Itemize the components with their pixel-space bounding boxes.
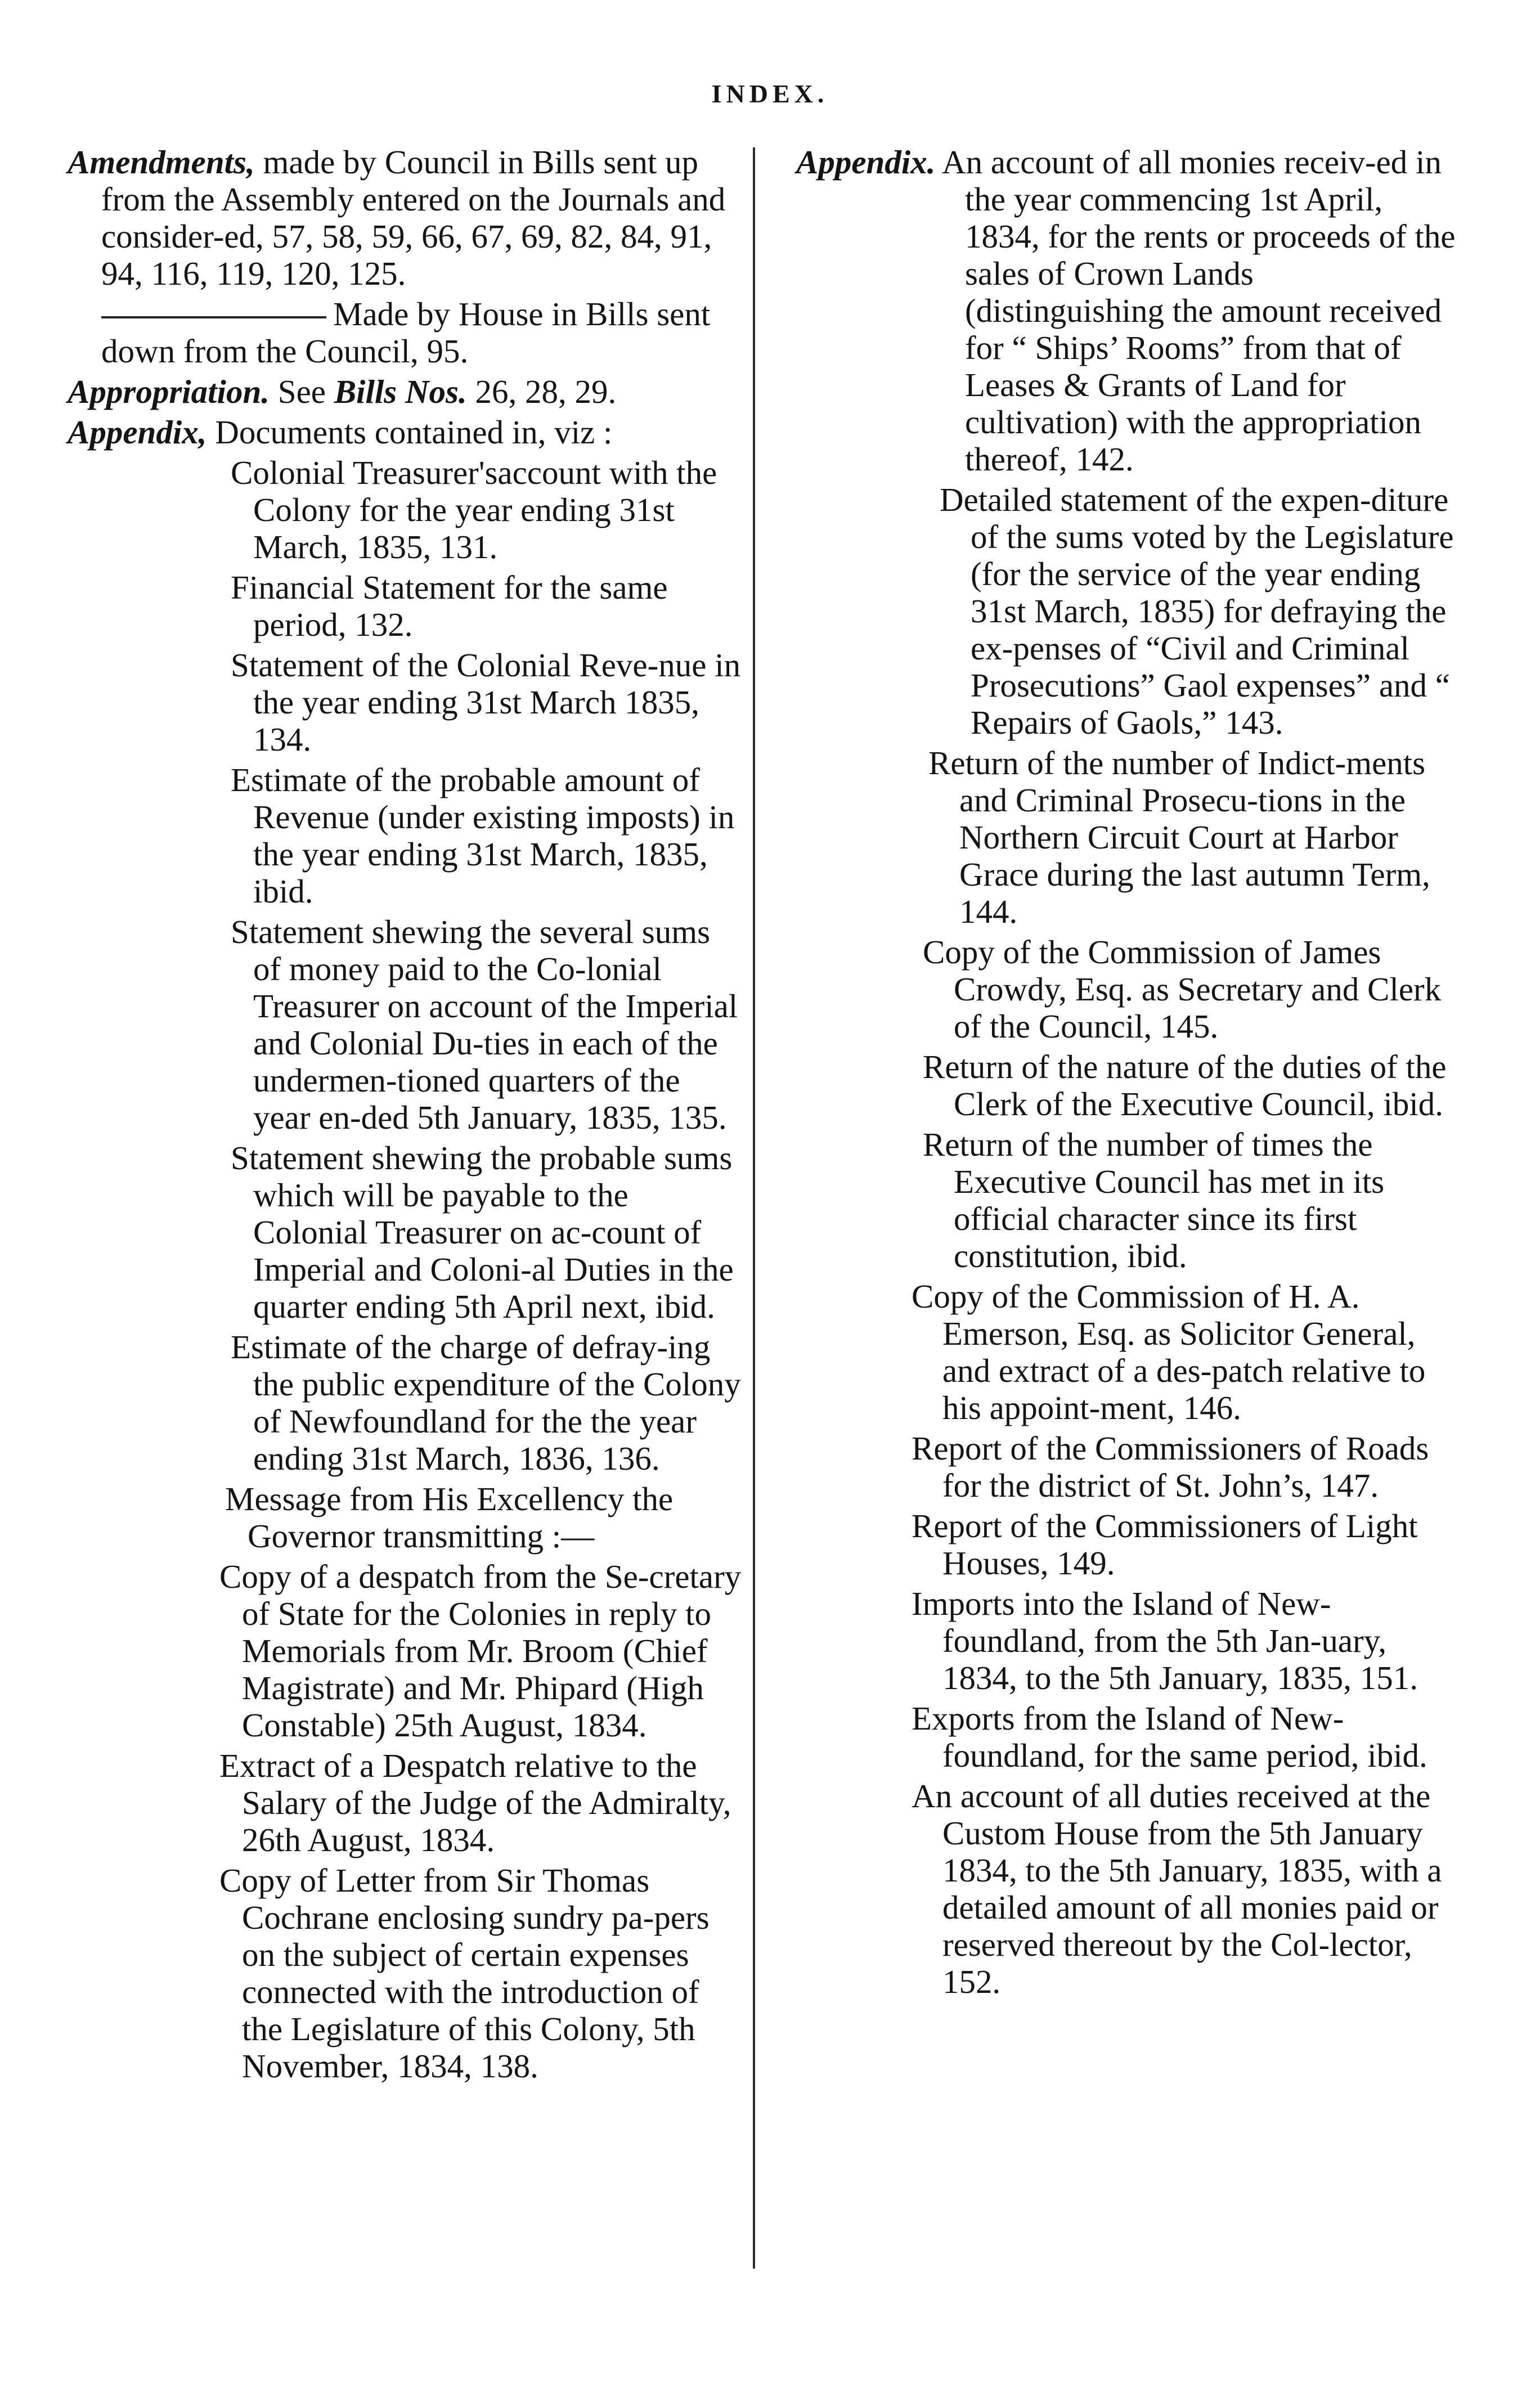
appendix-item: Report of the Commissioners of Roads for the district of St. John’s, 147. xyxy=(912,1430,1429,1504)
left-column xyxy=(68,143,743,2088)
appendix-item: Copy of the Commission of James Crowdy, Esq. as Secretary and Clerk of the Council, 145. xyxy=(923,933,1442,1045)
see-label: See xyxy=(277,373,326,410)
appendix-item: Estimate of the probable amount of Revenue (under existing imposts) in the year ending 31st March, 1835, ibid. xyxy=(231,761,735,910)
page-header: INDEX. xyxy=(711,79,829,108)
right-column xyxy=(796,143,1460,2004)
appendix-item: Copy of the Commission of H. A. Emerson, Esq. as Solicitor General, and extract of a des-patch relative to his appoint-ment, 146. xyxy=(912,1278,1426,1426)
entry-appendix xyxy=(68,414,743,451)
appendix-item: Return of the number of Indict-ments and Criminal Prosecu-tions in the Northern Circuit Court at Harbor Grace during the last autumn Term, 144. xyxy=(928,744,1430,930)
appendix-item: An account of all duties received at the Custom House from the 5th January 1834, to the 5th January, 1835, with a detailed amount of all monies paid or reserved thereout by the Col-lector, 152. xyxy=(912,1777,1442,2000)
bills-numbers: 26, 28, 29. xyxy=(475,373,617,410)
appendix-item: Exports from the Island of New-foundland, for the same period, ibid. xyxy=(912,1700,1427,1774)
appendix-item: Message from His Excellency the Governor transmitting :— xyxy=(225,1480,674,1555)
entry-heading: Appropriation. xyxy=(68,373,270,410)
appendix-entry xyxy=(796,143,1460,478)
dash-rule xyxy=(101,316,326,318)
entry-appropriation xyxy=(68,373,743,410)
entry-text: An account of all monies receiv-ed in the year commencing 1st April, 1834, for the rents or proceeds of the sales of Crown Lands (distinguishing the amount received for “ Ships’ Rooms” from that of Leases & Grants of Land for cultivation) with the appropriation thereof, 142. xyxy=(942,143,1456,478)
entry-text: Documents contained in, viz : xyxy=(215,414,613,451)
appendix-item: Imports into the Island of New-foundland, from the 5th Jan-uary, 1834, to the 5th January, 1835, 151. xyxy=(912,1585,1418,1696)
appendix-item: Copy of a despatch from the Se-cretary of State for the Colonies in reply to Memorials from Mr. Broom (Chief Magistrate) and Mr. Phipard (High Constable) 25th August, 1834. xyxy=(219,1558,742,1744)
appendix-item: Report of the Commissioners of Light Houses, 149. xyxy=(912,1507,1418,1582)
bills-ref: Bills Nos. xyxy=(334,373,467,410)
appendix-item: Detailed statement of the expen-diture of the sums voted by the Legislature (for the service of the year ending 31st March, 1835) for defraying the ex-penses of “Civil and Criminal Prosecutions” Gaol expenses” and “ Repairs of Gaols,” 143. xyxy=(940,481,1454,741)
entry-heading: Appendix, xyxy=(68,414,207,451)
entry-text: made by Council in Bills sent up from the Assembly entered on the Journals and consider-ed, 57, 58, 59, 66, 67, 69, 82, 84, 91, 94, 116, 119, 120, 125. xyxy=(101,143,726,292)
appendix-item: Colonial Treasurer'saccount with the Colony for the year ending 31st March, 1835, 131. xyxy=(231,454,717,565)
entry-amendments-sub xyxy=(68,295,743,370)
appendix-item: Statement of the Colonial Reve-nue in the year ending 31st March 1835, 134. xyxy=(231,646,741,758)
appendix-item: Estimate of the charge of defray-ing the public expenditure of the Colony of Newfoundland for the the year ending 31st March, 1836, 136. xyxy=(231,1328,741,1477)
entry-heading: Appendix. xyxy=(796,143,936,181)
appendix-item: Extract of a Despatch relative to the Salary of the Judge of the Admiralty, 26th August, 1834. xyxy=(219,1747,731,1858)
column-divider xyxy=(753,147,755,2269)
entry-heading: Amendments, xyxy=(68,143,255,181)
appendix-item: Return of the number of times the Executive Council has met in its official character since its first constitution, ibid. xyxy=(923,1126,1385,1274)
appendix-item: Return of the nature of the duties of the Clerk of the Executive Council, ibid. xyxy=(923,1048,1447,1122)
appendix-item: Statement shewing the several sums of money paid to the Co-lonial Treasurer on account of the Imperial and Colonial Du-ties in each of the undermen-tioned quarters of the year en-ded 5th January, 1835, 135. xyxy=(231,913,738,1136)
entry-amendments xyxy=(68,143,743,292)
entry-text: Made by House in Bills sent down from the Council, 95. xyxy=(101,295,711,370)
appendix-item: Statement shewing the probable sums which will be payable to the Colonial Treasurer on ac-count of Imperial and Coloni-al Duties in the quarter ending 5th April next, ibid. xyxy=(231,1139,734,1325)
appendix-item: Financial Statement for the same period, 132. xyxy=(231,569,668,643)
appendix-item: Copy of Letter from Sir Thomas Cochrane enclosing sundry pa-pers on the subject of certain expenses connected with the introduction of the Legislature of this Colony, 5th November, 1834, 138. xyxy=(219,1862,710,2085)
